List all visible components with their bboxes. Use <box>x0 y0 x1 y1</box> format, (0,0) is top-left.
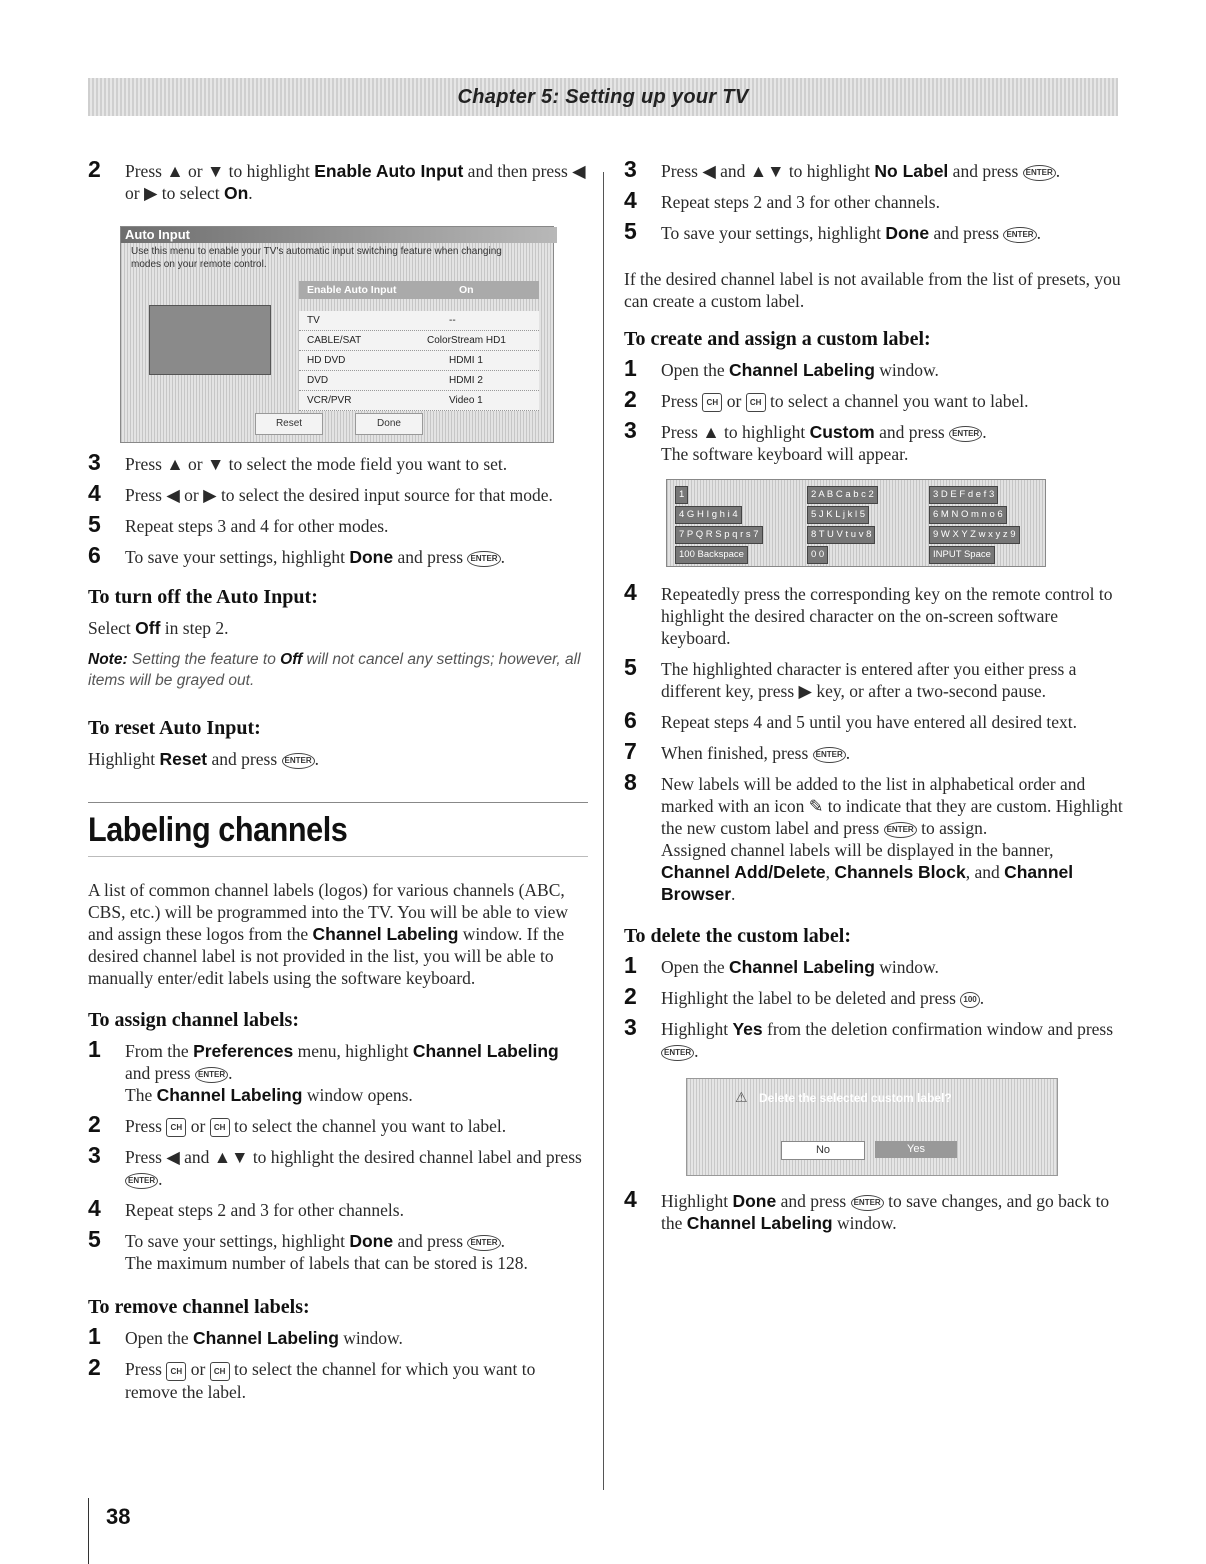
mode-row: HD DVD HDMI 1 <box>299 351 539 371</box>
key-5: 5 J K L j k l 5 <box>807 506 869 524</box>
section-heading-wrap <box>88 802 588 857</box>
key-4: 4 G H I g h i 4 <box>675 506 742 524</box>
section-heading: Labeling channels <box>88 811 348 849</box>
enter-button-icon: ENTER <box>661 1045 694 1061</box>
key-3: 3 D E F d e f 3 <box>929 486 998 504</box>
note-text: Note: Setting the feature to Off will not cancel any settings; however, all items will be grayed out. <box>88 651 581 689</box>
dialog-no-button: No <box>781 1141 865 1160</box>
assign-step-2: 2 Press CH or CH to select the channel you want to label. <box>88 1111 507 1137</box>
left-column <box>88 156 588 1412</box>
key-0: 0 0 <box>807 546 828 564</box>
osd-description: Use this menu to enable your TV's automatic input switching feature when changing modes on your remote control. <box>131 246 502 270</box>
heading-turn-off: To turn off the Auto Input: <box>88 586 318 608</box>
mode-row: VCR/PVR Video 1 <box>299 391 539 411</box>
delete-step-2: 2 Highlight the label to be deleted and press 100 . <box>624 983 985 1010</box>
osd-done-button: Done <box>355 413 423 435</box>
assign-step-1: 1 From the Preferences menu, highlight Channel Labeling and press ENTER . The Channel Labeling window opens. <box>88 1036 559 1105</box>
enter-button-icon: ENTER <box>125 1173 158 1189</box>
create-step-7: 7 When finished, press ENTER . <box>624 738 851 765</box>
key-6: 6 M N O m n o 6 <box>929 506 1007 524</box>
reset-text: Highlight Reset and press ENTER . <box>88 749 319 769</box>
channel-down-icon: CH <box>746 393 766 412</box>
osd-title: Auto Input <box>121 227 557 243</box>
enter-button-icon: ENTER <box>282 753 315 769</box>
remove-step-2: 2 Press CH or CH to select the channel for which you want to remove the label. <box>88 1354 536 1402</box>
remove-step-1: 1 Open the Channel Labeling window. <box>88 1323 403 1350</box>
osd-reset-button: Reset <box>255 413 323 435</box>
mode-row: TV -- <box>299 311 539 331</box>
mode-row: CABLE/SAT ColorStream HD1 <box>299 331 539 351</box>
key-2: 2 A B C a b c 2 <box>807 486 878 504</box>
channel-down-icon: CH <box>210 1362 230 1381</box>
enter-button-icon: ENTER <box>195 1067 228 1083</box>
assign-step-3: 3 Press ◀ and ▲▼ to highlight the desired channel label and press ENTER . <box>88 1142 582 1190</box>
create-step-4: 4 Repeatedly press the corresponding key on the remote control to highlight the desired character on the on-screen software keyboard. <box>624 579 1113 649</box>
software-keyboard-screenshot <box>666 479 1046 567</box>
heading-assign: To assign channel labels: <box>88 1009 299 1031</box>
pencil-icon: ✎ <box>808 796 824 817</box>
hundred-button-icon: 100 <box>960 992 979 1008</box>
delete-step-4: 4 Highlight Done and press ENTER to save changes, and go back to the Channel Labeling window. <box>624 1186 1110 1234</box>
delete-step-3: 3 Highlight Yes from the deletion confirmation window and press ENTER . <box>624 1014 1114 1062</box>
chapter-header <box>88 78 1118 116</box>
dialog-yes-button: Yes <box>875 1141 957 1158</box>
enable-auto-input-row: Enable Auto Input On <box>299 281 539 299</box>
enter-button-icon: ENTER <box>851 1195 884 1211</box>
heading-reset: To reset Auto Input: <box>88 717 261 739</box>
channel-up-icon: CH <box>166 1362 186 1381</box>
create-step-5: 5 The highlighted character is entered after you either press a different key, press ▶ key, or after a two-second pause. <box>624 654 1077 702</box>
create-step-8: 8 New labels will be added to the list in alphabetical order and marked with an icon ✎ to indicate that they are custom. Highlight the new custom label and press ENTER to assign. Assigned channel labels will be displayed in the banner, Channel Add/Delete, Channels Block, and Channel Browser. <box>624 769 1123 905</box>
step-5: 5 To save your settings, highlight Done and press ENTER . <box>624 218 1041 244</box>
turn-off-text: Select Off in step 2. <box>88 618 229 638</box>
column-divider <box>603 172 604 1490</box>
channel-up-icon: CH <box>166 1118 186 1137</box>
enter-button-icon: ENTER <box>884 822 917 838</box>
step-2-enable-auto-input: 2 Press ▲ or ▼ to highlight Enable Auto Input and then press ◀ or ▶ to select On. <box>88 156 586 203</box>
custom-intro: If the desired channel label is not available from the list of presets, you can create a custom label. <box>624 269 1121 311</box>
step-4: 4 Press ◀ or ▶ to select the desired input source for that mode. <box>88 480 553 506</box>
mode-row: DVD HDMI 2 <box>299 371 539 391</box>
auto-input-screenshot <box>120 226 554 443</box>
key-9: 9 W X Y Z w x y z 9 <box>929 526 1020 544</box>
key-8: 8 T U V t u v 8 <box>807 526 875 544</box>
chapter-title: Chapter 5: Setting up your TV <box>457 86 749 108</box>
remote-mode-select-image <box>149 305 271 375</box>
dialog-title: Delete the selected custom label? <box>759 1091 952 1106</box>
enter-button-icon: ENTER <box>467 551 500 567</box>
delete-step-1: 1 Open the Channel Labeling window. <box>624 952 939 979</box>
assign-step-5: 5 To save your settings, highlight Done and press ENTER . The maximum number of labels that can be stored is 128. <box>88 1226 528 1274</box>
heading-delete: To delete the custom label: <box>624 925 852 948</box>
assign-step-4: 4 Repeat steps 2 and 3 for other channels. <box>88 1195 404 1222</box>
key-7: 7 P Q R S p q r s 7 <box>675 526 763 544</box>
enter-button-icon: ENTER <box>1023 165 1056 181</box>
footer-rule <box>88 1498 89 1564</box>
mode-table <box>299 311 539 411</box>
warning-icon: ⚠ <box>735 1089 748 1106</box>
heading-create: To create and assign a custom label: <box>624 328 931 350</box>
key-1: 1 <box>675 486 688 504</box>
labeling-intro: A list of common channel labels (logos) for various channels (ABC, CBS, etc.) will be programmed into the TV. You will be able to view and assign these logos from the Channel Labeling window. If the desired channel label is not provided in the list, you will be able to manually enter/edit labels using the software keyboard. <box>88 880 569 988</box>
step-number: 2 <box>88 156 101 182</box>
key-backspace: 100 Backspace <box>675 546 748 564</box>
enter-button-icon: ENTER <box>467 1235 500 1251</box>
key-space: INPUT Space <box>929 546 995 564</box>
enter-button-icon: ENTER <box>813 747 846 763</box>
create-step-3: 3 Press ▲ to highlight Custom and press ENTER . The software keyboard will appear. <box>624 417 987 465</box>
page-number: 38 <box>106 1504 131 1529</box>
step-6: 6 To save your settings, highlight Done and press ENTER . <box>88 542 505 568</box>
heading-remove: To remove channel labels: <box>88 1296 310 1319</box>
channel-down-icon: CH <box>210 1118 230 1137</box>
create-step-2: 2 Press CH or CH to select a channel you want to label. <box>624 386 1029 412</box>
right-column <box>624 156 1124 1243</box>
create-step-6: 6 Repeat steps 4 and 5 until you have entered all desired text. <box>624 707 1077 734</box>
create-step-1: 1 Open the Channel Labeling window. <box>624 355 939 381</box>
enter-button-icon: ENTER <box>1003 227 1036 243</box>
step-3: 3 Press ▲ or ▼ to select the mode field you want to set. <box>88 449 508 475</box>
step-4: 4 Repeat steps 2 and 3 for other channels. <box>624 187 940 213</box>
step-3-no-label: 3 Press ◀ and ▲▼ to highlight No Label and press ENTER . <box>624 156 1061 182</box>
enter-button-icon: ENTER <box>949 426 982 442</box>
delete-confirm-screenshot <box>686 1078 1058 1176</box>
step-5: 5 Repeat steps 3 and 4 for other modes. <box>88 511 389 537</box>
channel-up-icon: CH <box>702 393 722 412</box>
